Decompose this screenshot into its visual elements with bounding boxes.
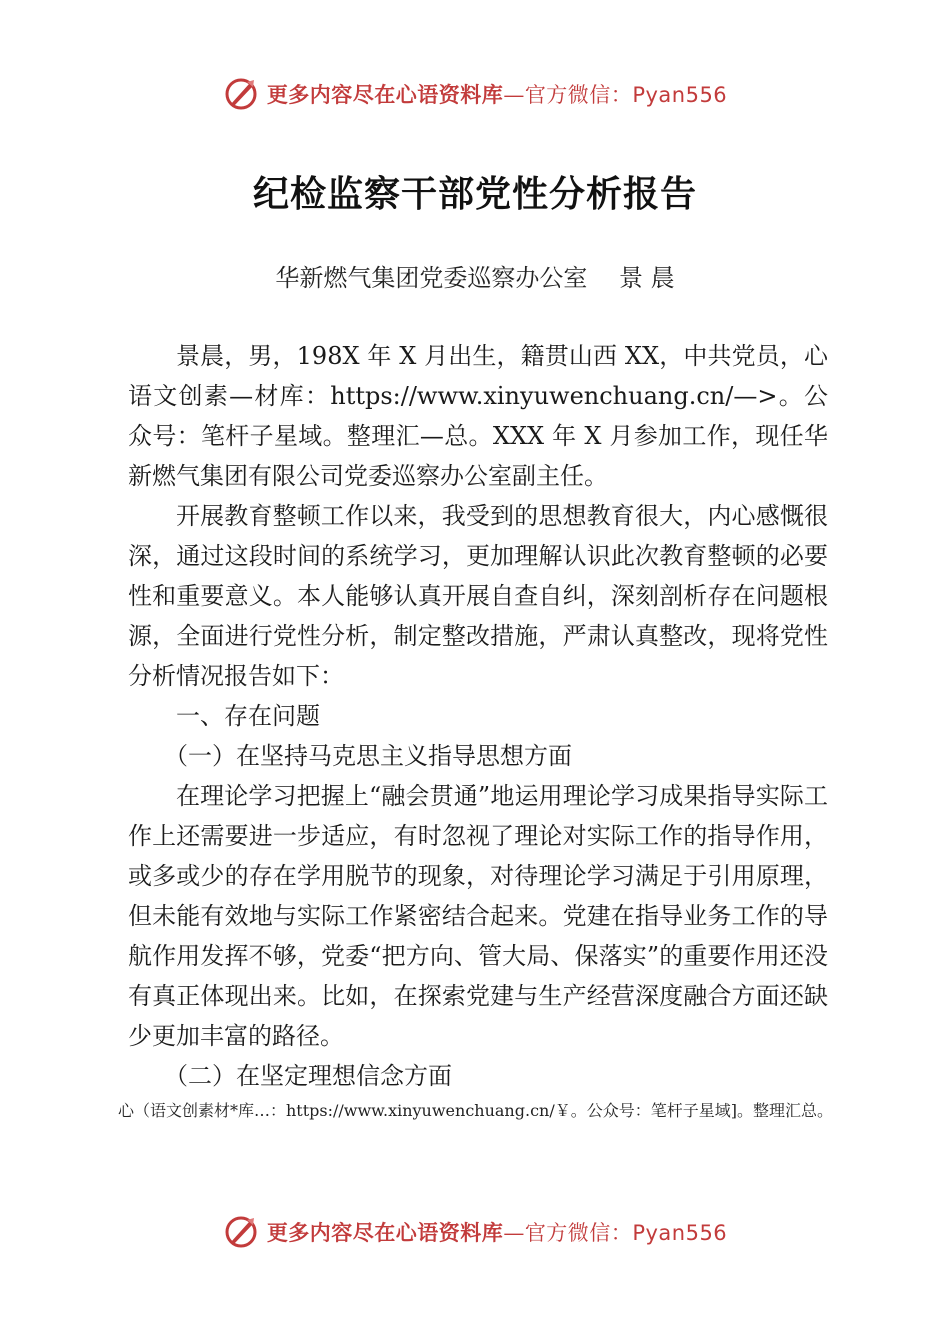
header-banner-dash: — bbox=[503, 83, 525, 107]
footer-banner-text bbox=[267, 1217, 727, 1247]
footer-banner bbox=[0, 1212, 950, 1252]
header-banner-handle: Pyan556 bbox=[632, 83, 728, 107]
header-banner-wechat-label: 官方微信： bbox=[524, 83, 633, 107]
quill-pen-logo-icon bbox=[223, 1214, 259, 1250]
subsection-heading-1: （一）在坚持马克思主义指导思想方面 bbox=[164, 742, 572, 770]
header-banner-inner bbox=[223, 76, 727, 112]
footer-banner-wechat-label: 官方微信： bbox=[524, 1221, 633, 1245]
paragraph-overview: 开展教育整顿工作以来，我受到的思想教育很大，内心感慨很深，通过这段时间的系统学习，更加理解认识此次教育整顿的必要性和重要意义。本人能够认真开展自查自纠，深刻剖析存在问题根源，全面进行党性分析，制定整改措施，严肃认真整改，现将党性分析情况报告如下： bbox=[128, 502, 828, 690]
header-banner bbox=[0, 74, 950, 114]
header-banner-text bbox=[267, 79, 727, 109]
document-title: 纪检监察干部党性分析报告 bbox=[252, 173, 697, 215]
quill-pen-logo-icon bbox=[223, 76, 259, 112]
header-banner-main: 更多内容尽在心语资料库 bbox=[266, 82, 504, 107]
document-body bbox=[128, 336, 828, 1096]
subsection-heading-2: （二）在坚定理想信念方面 bbox=[164, 1062, 452, 1090]
footer-banner-dash: — bbox=[503, 1221, 525, 1245]
footer-banner-main: 更多内容尽在心语资料库 bbox=[266, 1220, 504, 1245]
author-line: 华新燃气集团党委巡察办公室 景 晨 bbox=[275, 264, 675, 292]
footnote: 心（语文创素材*库…：https://www.xinyuwenchuang.cn/￥。公众号：笔杆子星域]。整理汇总。 bbox=[118, 1101, 833, 1120]
footer-banner-inner bbox=[223, 1214, 727, 1250]
paragraph-intro: 景晨，男，198X 年 X 月出生，籍贯山西 XX，中共党员，心语文创素—材库：https://www.xinyuwenchuang.cn/—>。公众号：笔杆子星域。整理汇—总。XXX 年 X 月参加工作，现任华新燃气集团有限公司党委巡察办公室副主任。 bbox=[128, 342, 828, 490]
subsection-1-body: 在理论学习把握上“融会贯通”地运用理论学习成果指导实际工作上还需要进一步适应，有时忽视了理论对实际工作的指导作用，或多或少的存在学用脱节的现象，对待理论学习满足于引用原理，但未能有效地与实际工作紧密结合起来。党建在指导业务工作的导航作用发挥不够，党委“把方向、管大局、保落实”的重要作用还没有真正体现出来。比如，在探索党建与生产经营深度融合方面还缺少更加丰富的路径。 bbox=[128, 782, 828, 1050]
footer-banner-handle: Pyan556 bbox=[632, 1221, 728, 1245]
section-heading: 一、存在问题 bbox=[176, 702, 320, 730]
